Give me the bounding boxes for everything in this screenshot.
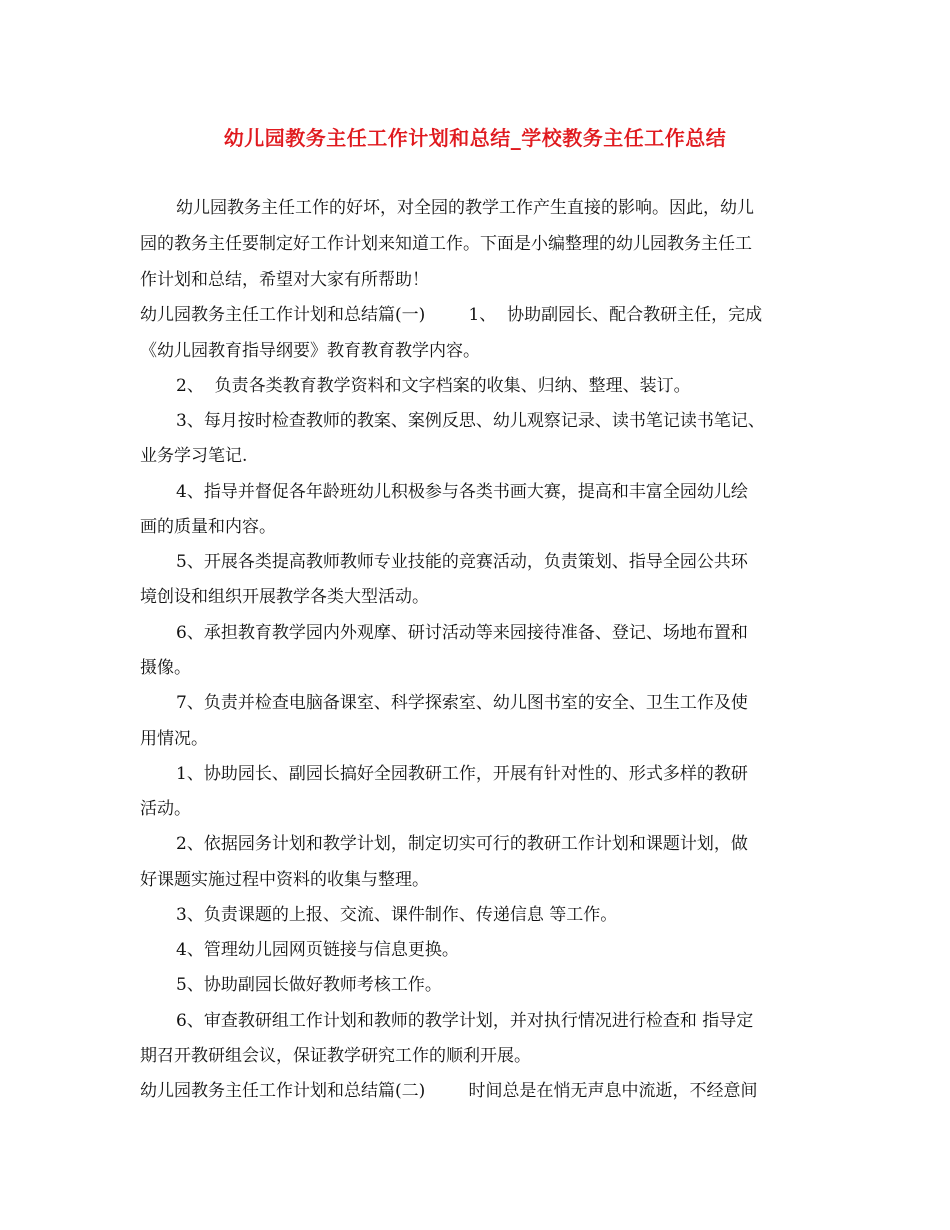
section-heading-line: 幼儿园教务主任工作计划和总结篇(一) 1、 协助副园长、配合教研主任，完成 xyxy=(140,305,763,325)
paragraph-line: 园的教务主任要制定好工作计划来知道工作。下面是小编整理的幼儿园教务主任工 xyxy=(140,234,752,254)
list-item-line: 4、管理幼儿园网页链接与信息更换。 xyxy=(176,940,459,960)
paragraph-line: 作计划和总结，希望对大家有所帮助！ xyxy=(140,270,429,290)
list-item-line: 摄像。 xyxy=(140,658,191,678)
paragraph-line: 《幼儿园教育指导纲要》教育教育教学内容。 xyxy=(140,341,480,361)
list-item-line: 活动。 xyxy=(140,799,191,819)
list-item-line: 3、每月按时检查教师的教案、案例反思、幼儿观察记录、读书笔记读书笔记、 xyxy=(176,411,765,431)
list-item-line: 用情况。 xyxy=(140,729,208,749)
list-item-line: 好课题实施过程中资料的收集与整理。 xyxy=(140,870,429,890)
list-item-line: 6、承担教育教学园内外观摩、研讨活动等来园接待准备、登记、场地布置和 xyxy=(176,623,748,643)
list-item-line: 7、负责并检查电脑备课室、科学探索室、幼儿图书室的安全、卫生工作及使 xyxy=(176,693,748,713)
list-item-line: 5、协助副园长做好教师考核工作。 xyxy=(176,975,442,995)
list-item-line: 期召开教研组会议，保证教学研究工作的顺利开展。 xyxy=(140,1046,531,1066)
list-item-line: 画的质量和内容。 xyxy=(140,517,276,537)
list-item-line: 6、审查教研组工作计划和教师的教学计划，并对执行情况进行检查和 指导定 xyxy=(176,1011,754,1031)
list-item-line: 1、协助园长、副园长搞好全园教研工作，开展有针对性的、形式多样的教研 xyxy=(176,764,748,784)
list-item-line: 3、负责课题的上报、交流、课件制作、传递信息 等工作。 xyxy=(176,905,618,925)
list-item-line: 业务学习笔记. xyxy=(140,446,248,466)
list-item-line: 4、指导并督促各年龄班幼儿积极参与各类书画大赛，提高和丰富全园幼儿绘 xyxy=(176,482,748,502)
list-item-line: 境创设和组织开展教学各类大型活动。 xyxy=(140,587,429,607)
document-title: 幼儿园教务主任工作计划和总结_学校教务主任工作总结 xyxy=(223,126,727,150)
section-heading-line: 幼儿园教务主任工作计划和总结篇(二) 时间总是在悄无声息中流逝，不经意间 xyxy=(140,1081,758,1101)
list-item-line: 2、 负责各类教育教学资料和文字档案的收集、归纳、整理、装订。 xyxy=(176,376,691,396)
paragraph-line: 幼儿园教务主任工作的好坏，对全园的教学工作产生直接的影响。因此，幼儿 xyxy=(176,198,754,218)
list-item-line: 2、依据园务计划和教学计划，制定切实可行的教研工作计划和课题计划，做 xyxy=(176,834,748,854)
list-item-line: 5、开展各类提高教师教师专业技能的竞赛活动，负责策划、指导全园公共环 xyxy=(176,552,748,572)
